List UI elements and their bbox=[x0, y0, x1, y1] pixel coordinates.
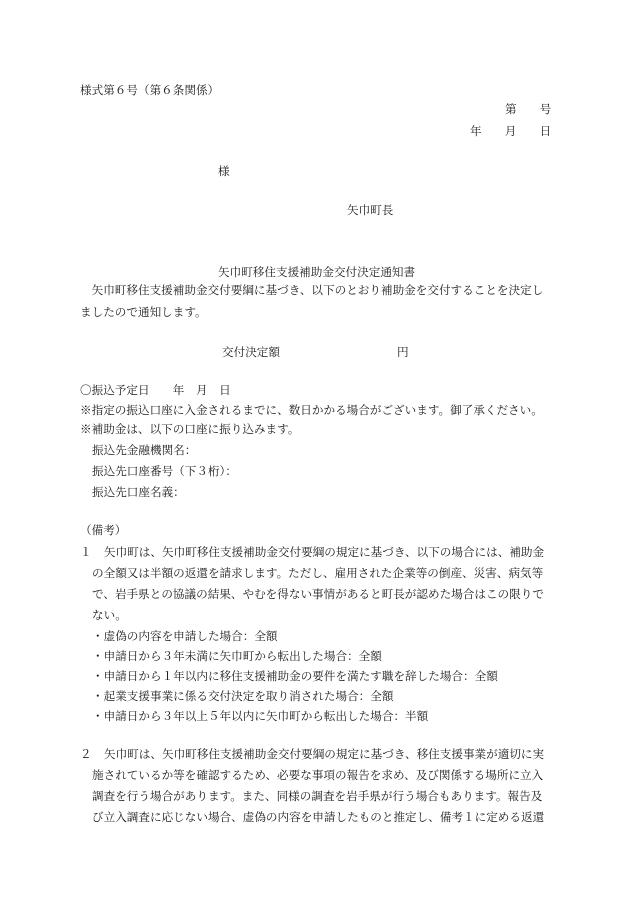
recipient-suffix: 様 bbox=[218, 164, 230, 178]
account-number-label: 振込先口座番号（下３桁）： bbox=[92, 464, 237, 478]
intro-line-1: 矢巾町移住支援補助金交付要綱に基づき、以下のとおり補助金を交付することを決定し bbox=[80, 283, 544, 297]
transfer-date: 〇振込予定日 年 月 日 bbox=[80, 383, 231, 397]
remark-1-item: ・申請日から１年以内に移住支援補助金の要件を満たす職を辞した場合：全額 bbox=[92, 669, 498, 683]
account-name-label: 振込先口座名義： bbox=[92, 485, 185, 499]
remark-1-line-4: ない。 bbox=[92, 608, 127, 622]
remark-2-line-2: 施されているか等を確認するため、必要な事項の報告を求め、及び関係する場所に立入 bbox=[92, 768, 544, 782]
remark-2-line-3: 調査を行う場合があります。また、同様の調査を岩手県が行う場合もあります。報告及 bbox=[92, 789, 543, 803]
remark-1-item: ・申請日から３年以上５年以内に矢巾町から転出した場合：半額 bbox=[92, 709, 429, 723]
remark-2-number: ２ bbox=[80, 747, 92, 761]
remark-1-number: １ bbox=[80, 545, 92, 559]
document-number: 第 号 bbox=[505, 102, 552, 116]
remark-1-line-2: の全額又は半額の返還を請求します。ただし、雇用された企業等の倒産、災害、病気等 bbox=[92, 566, 544, 580]
document-title: 矢巾町移住支援補助金交付決定通知書 bbox=[218, 265, 416, 279]
note-account: ※補助金は、以下の口座に振り込みます。 bbox=[80, 422, 300, 436]
remarks-heading: （備考） bbox=[80, 523, 127, 537]
remark-1-line-1: 矢巾町は、矢巾町移住支援補助金交付要綱の規定に基づき、以下の場合には、補助金 bbox=[104, 545, 545, 559]
amount-unit: 円 bbox=[397, 345, 409, 359]
bank-name-label: 振込先金融機関名： bbox=[92, 443, 197, 457]
remark-1-item: ・虚偽の内容を申請した場合：全額 bbox=[92, 629, 278, 643]
remark-2-line-1: 矢巾町は、矢巾町移住支援補助金交付要綱の規定に基づき、移住支援事業が適切に実 bbox=[104, 747, 545, 761]
remark-1-item: ・起業支援事業に係る交付決定を取り消された場合：全額 bbox=[92, 689, 394, 703]
note-deposit-delay: ※指定の振込口座に入金されるまでに、数日かかる場合がございます。御了承ください。 bbox=[80, 403, 543, 417]
intro-line-2: ましたので通知します。 bbox=[80, 305, 207, 319]
form-label: 様式第６号（第６条関係） bbox=[80, 83, 220, 97]
amount-label: 交付決定額 bbox=[222, 345, 280, 359]
document-date: 年 月 日 bbox=[470, 124, 552, 138]
remark-1-line-3: で、岩手県との協議の結果、やむを得ない事情があると町長が認めた場合はこの限りで bbox=[92, 587, 544, 601]
remark-1-item: ・申請日から３年未満に矢巾町から転出した場合：全額 bbox=[92, 649, 382, 663]
issuer-name: 矢巾町長 bbox=[347, 203, 394, 217]
remark-2-line-4: び立入調査に応じない場合、虚偽の内容を申請したものと推定し、備考１に定める返還 bbox=[92, 810, 545, 824]
